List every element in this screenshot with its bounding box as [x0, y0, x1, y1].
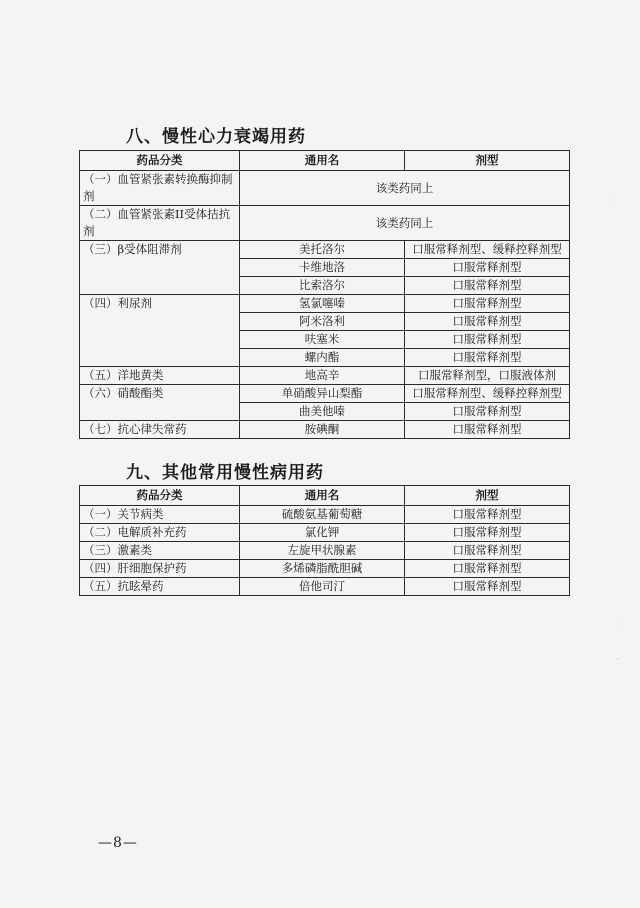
header-generic-name: 通用名 [240, 486, 405, 506]
scan-mark: · [620, 620, 623, 630]
table-row [80, 241, 570, 259]
dosage-form-cell: 口服常释剂型 [405, 542, 570, 560]
generic-name-cell: 氯化钾 [240, 524, 405, 542]
dosage-form-cell: 口服常释剂型 [405, 277, 570, 295]
scan-mark: · [616, 655, 619, 665]
dosage-form-cell: 口服常释剂型 [405, 259, 570, 277]
table-row [80, 524, 570, 542]
table-row [80, 367, 570, 385]
generic-name-cell: 地高辛 [240, 367, 405, 385]
category-cell: （二）电解质补充药 [80, 524, 240, 542]
header-dosage-form: 剂型 [405, 486, 570, 506]
category-cell: （三）激素类 [80, 542, 240, 560]
same-as-above-cell: 该类药同上 [240, 206, 570, 241]
dosage-form-cell: 口服常释剂型 [405, 421, 570, 439]
table-row [80, 542, 570, 560]
table-row [80, 295, 570, 313]
chronic-heart-failure-drug-table [79, 150, 570, 439]
category-cell: （七）抗心律失常药 [80, 421, 240, 439]
table-row [80, 578, 570, 596]
dosage-form-cell: 口服常释剂型 [405, 524, 570, 542]
dosage-form-cell: 口服常释剂型 [405, 295, 570, 313]
category-cell: （五）抗眩晕药 [80, 578, 240, 596]
other-chronic-disease-drug-table [79, 485, 570, 596]
generic-name-cell: 卡维地洛 [240, 259, 405, 277]
generic-name-cell: 比索洛尔 [240, 277, 405, 295]
table-row [80, 171, 570, 206]
dosage-form-cell: 口服常释剂型 [405, 506, 570, 524]
generic-name-cell: 美托洛尔 [240, 241, 405, 259]
dosage-form-cell: 口服常释剂型 [405, 560, 570, 578]
scan-mark: · [612, 196, 615, 206]
category-cell: （六）硝酸酯类 [80, 385, 240, 421]
category-cell: （一）关节病类 [80, 506, 240, 524]
header-category: 药品分类 [80, 151, 240, 171]
generic-name-cell: 呋塞米 [240, 331, 405, 349]
category-cell: （三）β受体阻滞剂 [80, 241, 240, 295]
table-header-row [80, 486, 570, 506]
dosage-form-cell: 口服常释剂型 [405, 349, 570, 367]
generic-name-cell: 曲美他嗪 [240, 403, 405, 421]
table-header-row [80, 151, 570, 171]
section-9-title: 九、其他常用慢性病用药 [126, 463, 324, 483]
dosage-form-cell: 口服常释剂型 [405, 578, 570, 596]
table-row [80, 385, 570, 403]
table-row [80, 506, 570, 524]
header-generic-name: 通用名 [240, 151, 405, 171]
generic-name-cell: 硫酸氨基葡萄糖 [240, 506, 405, 524]
table-row [80, 560, 570, 578]
category-cell: （四）利尿剂 [80, 295, 240, 367]
table-row [80, 421, 570, 439]
category-cell: （二）血管紧张素II受体拮抗剂 [80, 206, 240, 241]
table-row [80, 206, 570, 241]
dosage-form-cell: 口服常释剂型、缓释控释剂型 [405, 385, 570, 403]
header-category: 药品分类 [80, 486, 240, 506]
dosage-form-cell: 口服常释剂型 [405, 403, 570, 421]
generic-name-cell: 氢氯噻嗪 [240, 295, 405, 313]
generic-name-cell: 单硝酸异山梨酯 [240, 385, 405, 403]
generic-name-cell: 螺内酯 [240, 349, 405, 367]
generic-name-cell: 左旋甲状腺素 [240, 542, 405, 560]
category-cell: （四）肝细胞保护药 [80, 560, 240, 578]
category-cell: （一）血管紧张素转换酶抑制剂 [80, 171, 240, 206]
generic-name-cell: 倍他司汀 [240, 578, 405, 596]
generic-name-cell: 胺碘酮 [240, 421, 405, 439]
header-dosage-form: 剂型 [405, 151, 570, 171]
dosage-form-cell: 口服常释剂型，口服液体剂 [405, 367, 570, 385]
generic-name-cell: 阿米洛利 [240, 313, 405, 331]
dosage-form-cell: 口服常释剂型 [405, 313, 570, 331]
dosage-form-cell: 口服常释剂型、缓释控释剂型 [405, 241, 570, 259]
category-cell: （五）洋地黄类 [80, 367, 240, 385]
page-number: —8— [98, 835, 138, 851]
generic-name-cell: 多烯磷脂酰胆碱 [240, 560, 405, 578]
dosage-form-cell: 口服常释剂型 [405, 331, 570, 349]
section-8-title: 八、慢性心力衰竭用药 [126, 127, 306, 147]
same-as-above-cell: 该类药同上 [240, 171, 570, 206]
